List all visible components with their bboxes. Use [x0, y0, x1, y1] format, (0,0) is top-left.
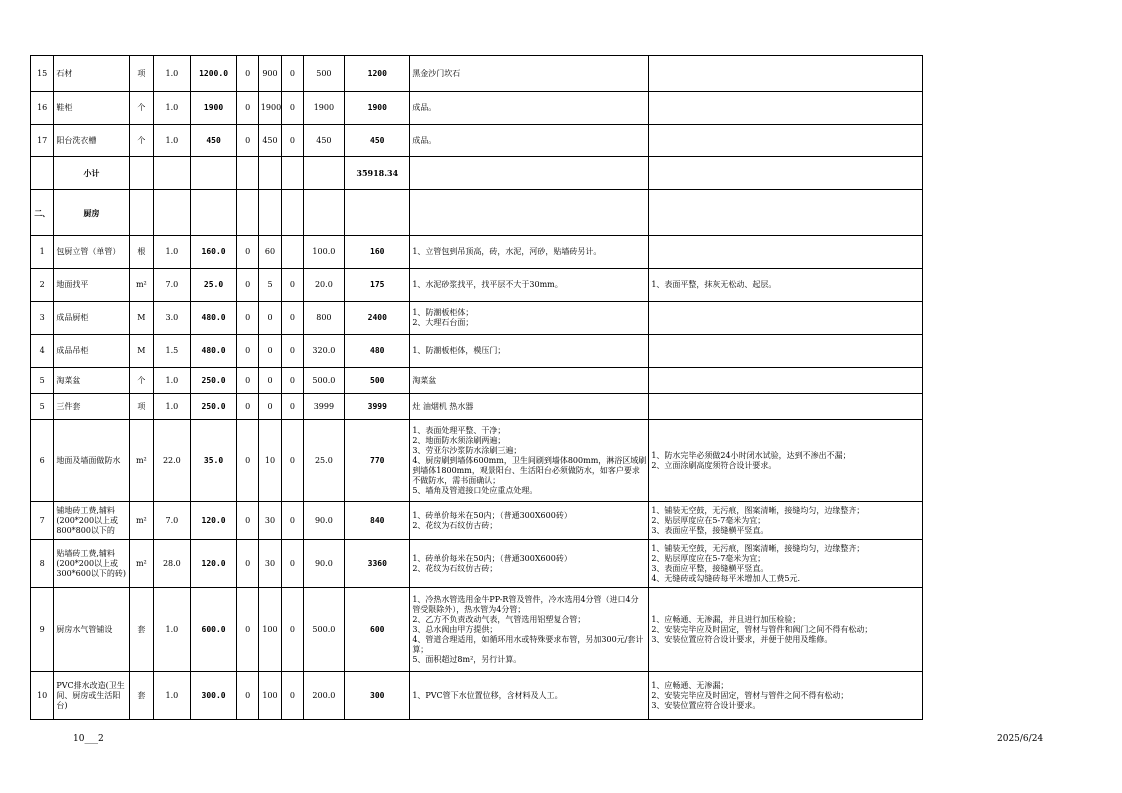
text-line: 1、PVC管下水位置位移，含材料及人工。 — [412, 690, 563, 700]
item-cost-1: 0 — [237, 368, 258, 394]
item-description — [410, 540, 649, 588]
item-requirements — [649, 368, 923, 394]
table-row — [31, 302, 923, 335]
item-cost-3: 0 — [282, 540, 303, 588]
text-line: 2、贴层厚度应在5-7毫米为宜； — [651, 553, 766, 563]
item-unit: M — [129, 335, 153, 368]
item-quantity: 1.0 — [154, 672, 191, 720]
item-cost-1: 0 — [237, 269, 258, 302]
item-cost-2: 1900 — [258, 92, 281, 125]
text-line: 1、防潮板柜体； — [412, 308, 474, 317]
item-cost-4: 200.0 — [303, 672, 345, 720]
item-quantity: 1.0 — [154, 368, 191, 394]
item-description — [410, 588, 649, 672]
item-cost-4: 20.0 — [303, 269, 345, 302]
item-unit-price: 120.0 — [190, 540, 237, 588]
item-number: 7 — [31, 502, 54, 540]
text-line: 3、总水阀由甲方提供； — [412, 624, 498, 634]
table-row — [31, 125, 923, 157]
item-description — [410, 236, 649, 269]
item-number: 8 — [31, 540, 54, 588]
text-line: 3、安装位置应符合设计要求。 — [651, 700, 761, 710]
item-cost-1: 0 — [237, 672, 258, 720]
item-name: 阳台洗衣槽 — [54, 125, 129, 157]
item-unit: 根 — [129, 236, 153, 269]
item-cost-4: 800 — [303, 302, 345, 335]
item-cost-3: 0 — [282, 672, 303, 720]
item-requirements — [649, 540, 923, 588]
item-cost-4: 90.0 — [303, 502, 345, 540]
item-requirements — [649, 394, 923, 420]
item-name: 成品厨柜 — [54, 302, 129, 335]
item-description — [410, 92, 649, 125]
item-cost-4: 450 — [303, 125, 345, 157]
item-requirements — [649, 269, 923, 302]
item-unit-price: 1200.0 — [190, 56, 237, 92]
item-number: 6 — [31, 420, 54, 502]
item-unit-price: 35.0 — [190, 420, 237, 502]
item-cost-1: 0 — [237, 125, 258, 157]
item-number: 5 — [31, 368, 54, 394]
subtotal-label: 小计 — [54, 157, 129, 190]
item-name: 地面找平 — [54, 269, 129, 302]
item-cost-3: 0 — [282, 588, 303, 672]
text-line: 1、表面平整，抹灰无松动、起层。 — [651, 280, 777, 289]
item-unit-price: 1900 — [190, 92, 237, 125]
text-line: 4、无缝砖或勾缝砖每平米增加人工费5元. — [651, 573, 801, 583]
item-cost-1: 0 — [237, 302, 258, 335]
item-total: 300 — [345, 672, 410, 720]
table-row — [31, 190, 923, 236]
text-line: 2、花纹为石纹仿古砖； — [412, 520, 498, 530]
item-quantity: 7.0 — [154, 502, 191, 540]
empty-cell — [303, 157, 345, 190]
item-number: 1 — [31, 236, 54, 269]
table-row — [31, 588, 923, 672]
item-description — [410, 502, 649, 540]
item-cost-3: 0 — [282, 302, 303, 335]
item-unit-price: 250.0 — [190, 368, 237, 394]
item-cost-2: 10 — [258, 420, 281, 502]
item-number: 3 — [31, 302, 54, 335]
empty-cell — [237, 157, 258, 190]
text-line: 1、砖单价每米在50内；（普通300X600砖） — [412, 553, 572, 563]
item-unit-price: 160.0 — [190, 236, 237, 269]
item-description — [410, 672, 649, 720]
item-description — [410, 394, 649, 420]
text-line: 1、水泥砂浆找平，找平层不大于30mm。 — [412, 280, 563, 289]
item-name: 成品吊柜 — [54, 335, 129, 368]
item-name: 铺地砖工费,辅料(200*200以上或800*800以下的 — [54, 502, 129, 540]
item-description — [410, 302, 649, 335]
text-line: 5、面积超过8m²，另行计算。 — [412, 654, 522, 664]
subtotal-value: 35918.34 — [345, 157, 410, 190]
table-row — [31, 394, 923, 420]
item-cost-2: 30 — [258, 540, 281, 588]
table-row — [31, 502, 923, 540]
item-total: 600 — [345, 588, 410, 672]
item-cost-2: 60 — [258, 236, 281, 269]
item-unit: m² — [129, 269, 153, 302]
item-unit-price: 120.0 — [190, 502, 237, 540]
text-line: 1、防潮板柜体，模压门； — [412, 346, 506, 355]
item-description — [410, 368, 649, 394]
item-total: 1200 — [345, 56, 410, 92]
item-cost-3: 0 — [282, 368, 303, 394]
item-cost-3: 0 — [282, 420, 303, 502]
item-cost-4: 500.0 — [303, 368, 345, 394]
item-quantity: 3.0 — [154, 302, 191, 335]
section-title: 厨房 — [54, 190, 129, 236]
section-number: 二、 — [31, 190, 54, 236]
item-cost-1: 0 — [237, 92, 258, 125]
item-cost-1: 0 — [237, 56, 258, 92]
empty-cell — [129, 157, 153, 190]
table-row — [31, 672, 923, 720]
text-line: 1、铺装无空鼓，无污痕，图案清晰，接缝均匀，边缘整齐； — [651, 543, 865, 553]
item-cost-2: 900 — [258, 56, 281, 92]
item-name: 三件套 — [54, 394, 129, 420]
item-unit: 套 — [129, 588, 153, 672]
item-cost-4: 3999 — [303, 394, 345, 420]
item-unit: M — [129, 302, 153, 335]
page-number: 10___2 — [73, 734, 104, 744]
text-line: 3、安装位置应符合设计要求，并便于使用及维修。 — [651, 634, 833, 644]
item-requirements — [649, 125, 923, 157]
item-total: 3360 — [345, 540, 410, 588]
item-cost-4: 90.0 — [303, 540, 345, 588]
item-cost-1: 0 — [237, 236, 258, 269]
print-date: 2025/6/24 — [997, 734, 1044, 744]
item-name: 鞋柜 — [54, 92, 129, 125]
text-line: 3、表面应平整，接缝横平竖直。 — [651, 563, 769, 573]
text-line: 2、地面防水须涂刷两遍； — [412, 435, 506, 445]
item-cost-4: 500 — [303, 56, 345, 92]
item-cost-4: 320.0 — [303, 335, 345, 368]
table-row — [31, 269, 923, 302]
empty-cell — [190, 157, 237, 190]
item-number: 17 — [31, 125, 54, 157]
item-quantity: 1.0 — [154, 125, 191, 157]
text-line: 灶 油烟机 热水器 — [412, 401, 474, 411]
empty-cell — [649, 157, 923, 190]
item-cost-1: 0 — [237, 502, 258, 540]
item-unit: 个 — [129, 125, 153, 157]
item-cost-1: 0 — [237, 540, 258, 588]
item-cost-2: 100 — [258, 588, 281, 672]
item-cost-3: 0 — [282, 335, 303, 368]
text-line: 黑金沙门坎石 — [412, 68, 461, 78]
item-total: 175 — [345, 269, 410, 302]
item-unit-price: 600.0 — [190, 588, 237, 672]
item-unit: 套 — [129, 672, 153, 720]
empty-cell — [258, 190, 281, 236]
table-row — [31, 540, 923, 588]
item-cost-3: 0 — [282, 125, 303, 157]
item-total: 1900 — [345, 92, 410, 125]
item-requirements — [649, 236, 923, 269]
text-line: 2、贴层厚度应在5-7毫米为宜； — [651, 515, 766, 525]
table-row — [31, 368, 923, 394]
item-requirements — [649, 302, 923, 335]
text-line: 1、立管包到吊顶高，砖，水泥，河砂，贴墙砖另计。 — [412, 247, 602, 256]
item-requirements — [649, 420, 923, 502]
item-description — [410, 335, 649, 368]
item-cost-1: 0 — [237, 588, 258, 672]
item-quantity: 1.0 — [154, 56, 191, 92]
item-unit: 个 — [129, 368, 153, 394]
item-total: 770 — [345, 420, 410, 502]
item-number: 16 — [31, 92, 54, 125]
item-cost-3: 0 — [282, 269, 303, 302]
text-line: 成品。 — [412, 135, 437, 145]
item-cost-3 — [282, 236, 303, 269]
text-line: 3、劳亚尔沙浆防水涂刷三遍； — [412, 445, 522, 455]
item-number: 10 — [31, 672, 54, 720]
text-line: 1、防水完毕必须做24小时闭水试验，达到不渗出不漏； — [651, 450, 851, 460]
item-unit-price: 250.0 — [190, 394, 237, 420]
item-cost-3: 0 — [282, 56, 303, 92]
item-quantity: 1.0 — [154, 236, 191, 269]
item-quantity: 1.5 — [154, 335, 191, 368]
item-name: 淘菜盆 — [54, 368, 129, 394]
item-number: 15 — [31, 56, 54, 92]
text-line: 2、安装完毕应及时固定，管材与管件和阀门之间不得有松动； — [651, 624, 873, 634]
item-number: 9 — [31, 588, 54, 672]
item-quantity: 1.0 — [154, 588, 191, 672]
text-line: 成品。 — [412, 103, 437, 112]
quote-table — [30, 55, 923, 720]
empty-cell — [237, 190, 258, 236]
item-unit-price: 300.0 — [190, 672, 237, 720]
empty-cell — [303, 190, 345, 236]
item-unit-price: 450 — [190, 125, 237, 157]
table-row — [31, 335, 923, 368]
item-requirements — [649, 92, 923, 125]
item-quantity: 7.0 — [154, 269, 191, 302]
item-unit-price: 480.0 — [190, 302, 237, 335]
item-cost-2: 30 — [258, 502, 281, 540]
item-total: 480 — [345, 335, 410, 368]
text-line: 1、冷热水管选用金牛PP-R管及管件，冷水选用4分管（进口4分管受限除外），热水管为4分管； — [412, 594, 639, 614]
item-unit: m² — [129, 502, 153, 540]
item-name: PVC排水改造(卫生间、厨房或生活阳台) — [54, 672, 129, 720]
item-unit: 项 — [129, 56, 153, 92]
item-name: 地面及墙面做防水 — [54, 420, 129, 502]
item-unit: 项 — [129, 394, 153, 420]
item-quantity: 28.0 — [154, 540, 191, 588]
item-cost-1: 0 — [237, 335, 258, 368]
text-line: 2、立面涂刷高度须符合设计要求。 — [651, 460, 777, 470]
table-row — [31, 157, 923, 190]
text-line: 4、管道合理适用，如循环用水或特殊要求布管，另加300元/套计算； — [412, 634, 644, 654]
item-unit: m² — [129, 540, 153, 588]
item-cost-1: 0 — [237, 420, 258, 502]
item-name: 厨房水气管铺设 — [54, 588, 129, 672]
item-cost-2: 0 — [258, 302, 281, 335]
empty-cell — [282, 157, 303, 190]
item-cost-2: 0 — [258, 394, 281, 420]
empty-cell — [258, 157, 281, 190]
item-description — [410, 56, 649, 92]
text-line: 1、表面处理平整、干净； — [412, 425, 506, 435]
item-cost-4: 100.0 — [303, 236, 345, 269]
item-cost-2: 0 — [258, 368, 281, 394]
empty-cell — [649, 190, 923, 236]
text-line: 淘菜盆 — [412, 375, 437, 385]
text-line: 1、应畅通、无渗漏； — [651, 680, 729, 690]
item-cost-4: 1900 — [303, 92, 345, 125]
item-quantity: 1.0 — [154, 394, 191, 420]
item-cost-4: 500.0 — [303, 588, 345, 672]
item-unit: m² — [129, 420, 153, 502]
item-total: 450 — [345, 125, 410, 157]
item-total: 3999 — [345, 394, 410, 420]
text-line: 4、厨房刷到墙体600mm，卫生间刷到墙体800mm，淋浴区域刷到墙体1800mm，观景阳台、生活阳台必须做防水，如客户要求不做防水，需书面确认； — [412, 455, 647, 485]
item-unit: 个 — [129, 92, 153, 125]
item-name: 贴墙砖工费,辅料(200*200以上或300*600以下的砖) — [54, 540, 129, 588]
empty-cell — [154, 157, 191, 190]
empty-cell — [31, 157, 54, 190]
text-line: 3、表面应平整，接缝横平竖直。 — [651, 525, 769, 535]
item-total: 160 — [345, 236, 410, 269]
empty-cell — [410, 190, 649, 236]
item-number: 2 — [31, 269, 54, 302]
item-unit-price: 480.0 — [190, 335, 237, 368]
item-quantity: 1.0 — [154, 92, 191, 125]
text-line: 1、铺装无空鼓，无污痕，图案清晰，接缝均匀，边缘整齐； — [651, 505, 865, 515]
item-cost-3: 0 — [282, 502, 303, 540]
item-total: 840 — [345, 502, 410, 540]
item-number: 5 — [31, 394, 54, 420]
text-line: 5、墙角及管道接口处应重点处理。 — [412, 485, 538, 495]
table-row — [31, 236, 923, 269]
item-cost-2: 5 — [258, 269, 281, 302]
item-total: 500 — [345, 368, 410, 394]
text-line: 2、乙方不负责改动气表，气管选用铝塑复合管； — [412, 614, 586, 624]
table-row — [31, 92, 923, 125]
item-requirements — [649, 588, 923, 672]
item-description — [410, 125, 649, 157]
item-cost-3: 0 — [282, 92, 303, 125]
table-row — [31, 420, 923, 502]
item-name: 石材 — [54, 56, 129, 92]
text-line: 2、安装完毕应及时固定，管材与管件之间不得有松动； — [651, 690, 849, 700]
text-line: 1、砖单价每米在50内；（普通300X600砖） — [412, 510, 572, 520]
text-line: 1、应畅通、无渗漏，并且进行加压检验； — [651, 614, 801, 624]
empty-cell — [190, 190, 237, 236]
item-quantity: 22.0 — [154, 420, 191, 502]
item-cost-2: 100 — [258, 672, 281, 720]
empty-cell — [129, 190, 153, 236]
item-description — [410, 420, 649, 502]
item-requirements — [649, 335, 923, 368]
item-requirements — [649, 672, 923, 720]
empty-cell — [345, 190, 410, 236]
item-total: 2400 — [345, 302, 410, 335]
item-requirements — [649, 502, 923, 540]
item-unit-price: 25.0 — [190, 269, 237, 302]
item-number: 4 — [31, 335, 54, 368]
empty-cell — [410, 157, 649, 190]
item-cost-3: 0 — [282, 394, 303, 420]
text-line: 2、花纹为石纹仿古砖； — [412, 563, 498, 573]
item-cost-1: 0 — [237, 394, 258, 420]
item-cost-2: 450 — [258, 125, 281, 157]
item-cost-4: 25.0 — [303, 420, 345, 502]
empty-cell — [154, 190, 191, 236]
item-requirements — [649, 56, 923, 92]
empty-cell — [282, 190, 303, 236]
item-description — [410, 269, 649, 302]
item-name: 包厨立管（单管） — [54, 236, 129, 269]
table-row — [31, 56, 923, 92]
text-line: 2、大理石台面； — [412, 318, 474, 327]
item-cost-2: 0 — [258, 335, 281, 368]
